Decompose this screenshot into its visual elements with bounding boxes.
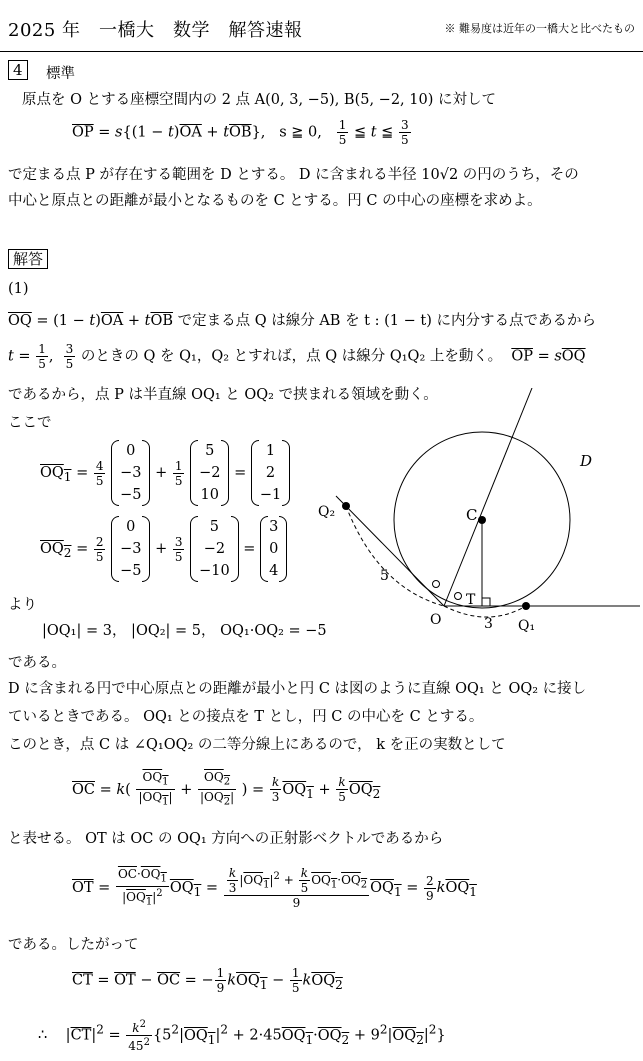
answer-line-9: である。したがって: [8, 937, 139, 953]
bisector-line: [444, 388, 532, 606]
problem-line-1: 原点を O とする座標空間内の 2 点 A(0, 3, −5), B(5, −2, 10) に対して: [22, 92, 496, 108]
answer-line-7: このとき，点 C は ∠Q₁OQ₂ の二等分線上にあるので， k を正の実数として: [8, 737, 506, 753]
label-q1: Q₁: [518, 618, 536, 634]
label-length-3: 3: [484, 616, 493, 632]
oq2-computation: $OQ_2$ = $\frac{2}{5}$ 0 −3 −5 + $\frac{3}{5}$ 5 −2 −10 = 3 0 4: [40, 516, 287, 582]
header-title: 2025 年 一橋大 数学 解答速報: [8, 20, 303, 41]
problem-condition: s ≧ 0,: [279, 124, 322, 141]
problem-equation: $\overline{OP} = s\{(1 - t)\overline{OA} + t\overline{OB}\}$, s ≧ 0, $\frac{1}{5}$ ≦ t ≦ $\frac{3}{5}$: [72, 118, 409, 147]
label-o: O: [430, 612, 442, 628]
yori: より: [8, 597, 37, 613]
angle-mark-2: [455, 593, 462, 600]
answer-line-5: D に含まれる円で中心原点との距離が最小と円 C は図のように直線 OQ₁ と OQ₂ に接し: [8, 681, 587, 697]
right-angle-mark: [482, 598, 490, 606]
point-c: [478, 516, 486, 524]
problem-number: 4: [8, 60, 28, 80]
oc-equation: $\overline{OC} = k$( $\frac{OQ_1}{|OQ_1|}$ + $\frac{OQ_2}{|OQ_2|}$ ) = $\frac{k}{3}$ $OQ_1$ + $\frac{k}{5}$ $OQ_2$: [72, 770, 381, 808]
angle-mark-1: [433, 581, 440, 588]
answer-line-6: ているときである。 OQ₁ との接点を T とし，円 C の中心を C とする。: [8, 709, 484, 725]
answer-line-4: ここで: [8, 415, 52, 431]
part-label: (1): [8, 281, 29, 297]
label-q2: Q₂: [318, 504, 336, 520]
ct-equation: $\overline{CT} = \overline{OT} - \overline{OC}$ = − $\frac{1}{9}$ kOQ$_1$ − $\frac{1}{5}$ kOQ$_2$: [72, 966, 343, 995]
norms-line: |OQ₁| = 3， |OQ₂| = 5， OQ₁·OQ₂ = −5: [42, 623, 327, 639]
dearu: である。: [8, 655, 66, 671]
problem-line-4: 中心と原点との距離が最小となるものを C とする。円 C の中心の座標を求めよ。: [8, 193, 542, 209]
problem-level: 標準: [46, 66, 75, 82]
answer-label: 解答: [8, 249, 48, 269]
line-oq2: [336, 496, 444, 606]
oq1-computation: $OQ_1$ = $\frac{4}{5}$ 0 −3 −5 + $\frac{1}{5}$ 5 −2 10 = 1 2 −1: [40, 440, 290, 506]
label-t: T: [466, 592, 476, 608]
geometry-figure: [318, 388, 640, 638]
ot-equation: $\overline{OT}$ = $\frac{\overline{OC}\cdot OQ_1}{|OQ_1|^2}$ $OQ_1$ = $\frac{k}{3}$ $|OQ_1|^2$ + $\frac{k}{5}$ $OQ_1\cdot OQ_2$ 9 $OQ_1$ = $\frac{2}{9}$ kOQ$_1$: [72, 866, 477, 910]
point-q1: [522, 602, 530, 610]
label-length-5: 5: [380, 568, 389, 584]
answer-line-1: $\overline{OQ} = (1 - t)\overline{OA} + t\overline{OB}$ で定まる点 Q は線分 AB を t : (1 − t) に内分する点であるから: [8, 313, 596, 329]
header-divider: [0, 51, 643, 52]
answer-line-8: と表せる。 OT は OC の OQ₁ 方向への正射影ベクトルであるから: [8, 831, 444, 847]
point-q2: [342, 502, 350, 510]
answer-line-2: t = $\frac{1}{5}$ , $\frac{3}{5}$ のときの Q を Q₁，Q₂ とすれば，点 Q は線分 Q₁Q₂ 上を動く。 $\overline{OP} = s\overline{OQ}$: [8, 342, 586, 371]
ct-norm-equation: ∴ $|\overline{CT}|^2$ = $\frac{k^2}{45^2}$ $\{5^2|OQ_1|^2 + 2\cdot 45OQ_1\cdot OQ_2 + 9^2|OQ_2|^2\}$: [38, 1019, 446, 1053]
label-d: D: [580, 452, 593, 470]
header-note: ※ 難易度は近年の一橋大と比べたもの: [444, 22, 635, 35]
label-c: C: [466, 506, 478, 524]
problem-line-3: で定まる点 P が存在する範囲を D とする。 D に含まれる半径 10√2 の円のうち，その: [8, 167, 579, 183]
answer-line-3: であるから，点 P は半直線 OQ₁ と OQ₂ で挟まれる領域を動く。: [8, 387, 438, 403]
